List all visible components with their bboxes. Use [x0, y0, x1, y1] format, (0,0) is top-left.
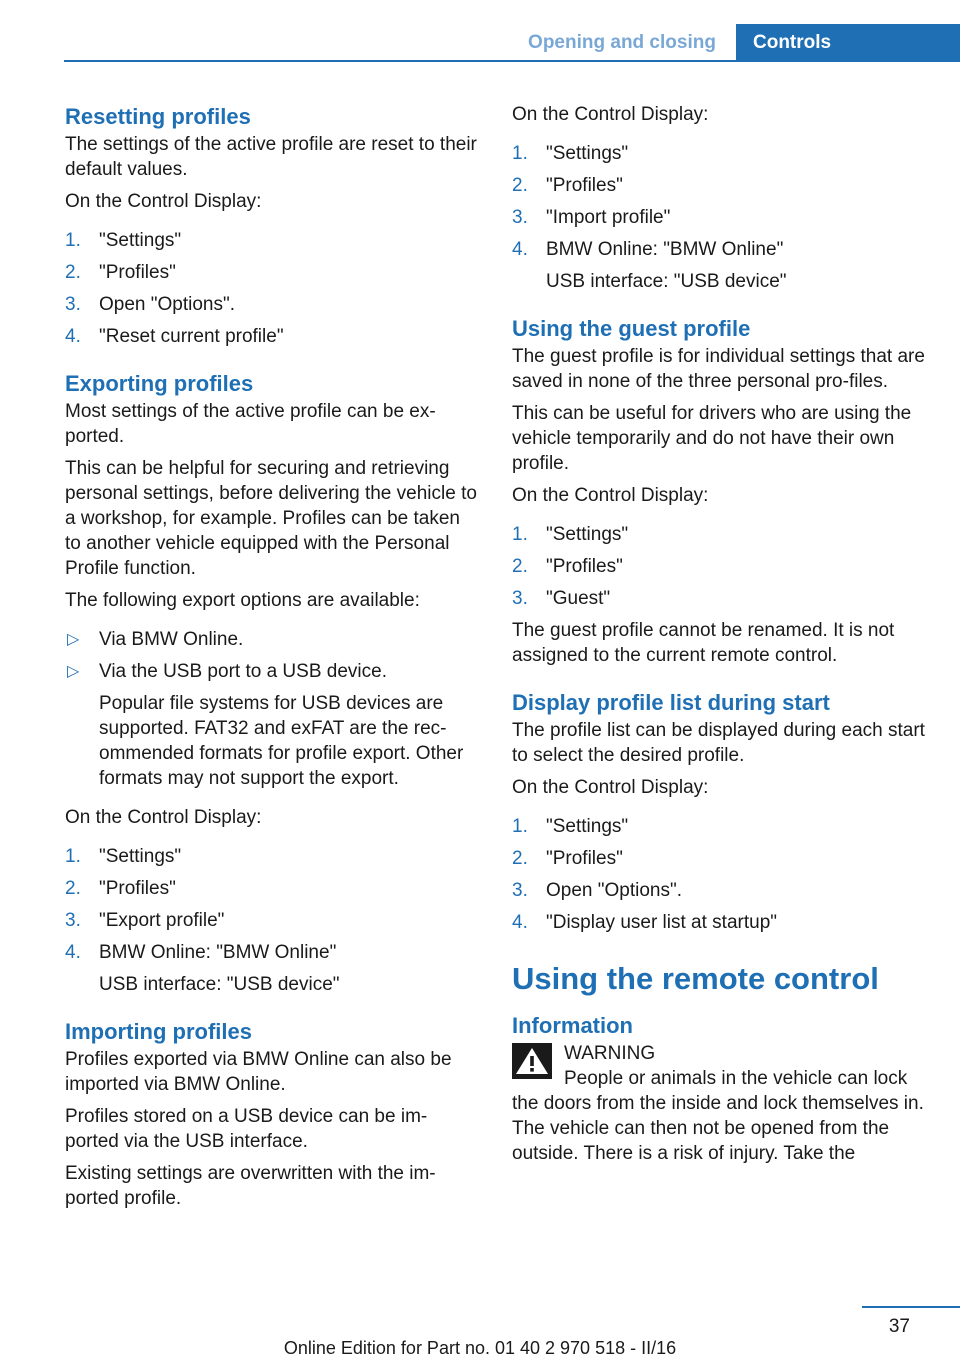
step-number: 3. — [512, 588, 528, 609]
warning-text: the doors from the inside and lock themselves in. The vehicle can then not be opened from the outside. There is a risk of injury. Take the — [512, 1093, 924, 1164]
heading-using-guest-profile: Using the guest profile — [512, 316, 751, 341]
page-header — [0, 24, 960, 62]
step-text: "Settings" — [546, 816, 629, 837]
step-text: "Import profile" — [546, 207, 671, 228]
option-subtext: Popular file systems for USB devices are supported. FAT32 and exFAT are the rec-ommended formats for profile export. Other formats may not support the export. — [99, 693, 464, 789]
step-text: "Settings" — [546, 524, 629, 545]
step-number: 3. — [65, 910, 81, 931]
list-item — [65, 844, 480, 869]
step-text: "Settings" — [99, 230, 182, 251]
step-number: 4. — [65, 942, 81, 963]
paragraph: The following export options are available: — [65, 590, 420, 611]
step-number: 4. — [512, 912, 528, 933]
export-options-list — [65, 627, 480, 791]
step-number: 2. — [512, 175, 528, 196]
list-item — [512, 237, 927, 294]
step-text: BMW Online: "BMW Online" — [546, 239, 784, 260]
step-number: 1. — [65, 230, 81, 251]
warning-label: WARNING — [564, 1043, 656, 1064]
step-number: 4. — [512, 239, 528, 260]
paragraph: On the Control Display: — [65, 191, 262, 212]
export-steps-list — [65, 844, 480, 997]
list-item — [512, 846, 927, 871]
paragraph: Existing settings are overwritten with the im-ported profile. — [65, 1163, 436, 1209]
list-item — [65, 260, 480, 285]
list-item — [512, 141, 927, 166]
list-item — [512, 910, 927, 935]
list-item — [512, 173, 927, 198]
paragraph: Most settings of the active profile can be ex-ported. — [65, 401, 436, 447]
step-number: 2. — [512, 848, 528, 869]
step-text: "Settings" — [546, 143, 629, 164]
option-text: Via BMW Online. — [99, 629, 244, 650]
list-item — [65, 940, 480, 997]
step-text: "Guest" — [546, 588, 611, 609]
heading-using-remote-control: Using the remote control — [512, 961, 879, 996]
step-number: 1. — [65, 846, 81, 867]
heading-resetting-profiles: Resetting profiles — [65, 104, 251, 129]
step-number: 1. — [512, 143, 528, 164]
list-item — [512, 878, 927, 903]
footer-edition-text: Online Edition for Part no. 01 40 2 970 518 - II/16 — [283, 1338, 677, 1358]
paragraph: On the Control Display: — [512, 777, 709, 798]
paragraph: The settings of the active profile are reset to their default values. — [65, 134, 477, 180]
triangle-bullet-icon: ▷ — [67, 663, 80, 680]
step-text: "Reset current profile" — [99, 326, 284, 347]
warning-icon — [512, 1043, 552, 1079]
import-steps-list — [512, 141, 927, 294]
list-item — [65, 659, 480, 791]
list-item — [512, 586, 927, 611]
step-number: 2. — [512, 556, 528, 577]
page-number: 37 — [888, 1316, 910, 1337]
step-number: 3. — [512, 207, 528, 228]
step-number: 1. — [512, 816, 528, 837]
step-text: Open "Options". — [546, 880, 683, 901]
list-item — [65, 292, 480, 317]
paragraph: The guest profile is for individual settings that are saved in none of the three personal pro-files. — [512, 346, 925, 392]
step-text: "Settings" — [99, 846, 182, 867]
paragraph: This can be helpful for securing and retrieving personal settings, before delivering the vehicle to a workshop, for example. Profiles can be taken to another vehicle equipped with the Personal Profile function. — [65, 458, 477, 579]
list-item — [512, 522, 927, 547]
step-text: Open "Options". — [99, 294, 236, 315]
step-text: "Profiles" — [546, 556, 623, 577]
list-item — [65, 908, 480, 933]
step-text: "Profiles" — [99, 262, 176, 283]
heading-importing-profiles: Importing profiles — [65, 1019, 252, 1044]
list-item — [512, 814, 927, 839]
paragraph: This can be useful for drivers who are using the vehicle temporarily and do not have their own profile. — [512, 403, 912, 474]
heading-exporting-profiles: Exporting profiles — [65, 371, 254, 396]
paragraph: Profiles stored on a USB device can be im-ported via the USB interface. — [65, 1106, 428, 1152]
right-column — [512, 102, 927, 1166]
step-number: 1. — [512, 524, 528, 545]
list-item — [512, 554, 927, 579]
step-subtext: USB interface: "USB device" — [546, 271, 787, 292]
list-item — [65, 876, 480, 901]
guest-steps-list — [512, 522, 927, 611]
step-text: "Profiles" — [546, 848, 623, 869]
list-item — [512, 205, 927, 230]
chapter-tab-controls[interactable]: Controls — [736, 24, 960, 62]
paragraph: The profile list can be displayed during each start to select the desired profile. — [512, 720, 925, 766]
paragraph: On the Control Display: — [512, 104, 709, 125]
step-text: "Display user list at startup" — [546, 912, 778, 933]
heading-display-profile-list: Display profile list during start — [512, 690, 830, 715]
triangle-bullet-icon: ▷ — [67, 631, 80, 648]
step-number: 3. — [512, 880, 528, 901]
list-item — [65, 324, 480, 349]
left-column — [65, 102, 480, 1218]
display-list-steps — [512, 814, 927, 935]
reset-steps-list — [65, 228, 480, 349]
paragraph: On the Control Display: — [65, 807, 262, 828]
list-item — [65, 228, 480, 253]
option-text: Via the USB port to a USB device. — [99, 661, 387, 682]
step-text: "Profiles" — [546, 175, 623, 196]
step-text: BMW Online: "BMW Online" — [99, 942, 337, 963]
header-rule — [64, 60, 960, 62]
warning-block — [512, 1041, 927, 1166]
step-number: 3. — [65, 294, 81, 315]
heading-information: Information — [512, 1013, 633, 1038]
footer-rule — [862, 1306, 960, 1308]
step-number: 4. — [65, 326, 81, 347]
step-number: 2. — [65, 262, 81, 283]
step-number: 2. — [65, 878, 81, 899]
step-subtext: USB interface: "USB device" — [99, 974, 340, 995]
paragraph: On the Control Display: — [512, 485, 709, 506]
paragraph: Profiles exported via BMW Online can also be imported via BMW Online. — [65, 1049, 452, 1095]
section-tab-opening-and-closing[interactable]: Opening and closing — [528, 32, 716, 53]
list-item — [65, 627, 480, 652]
step-text: "Profiles" — [99, 878, 176, 899]
paragraph: The guest profile cannot be renamed. It is not assigned to the current remote control. — [512, 620, 895, 666]
warning-first-line: People or animals in the vehicle can lock — [564, 1068, 908, 1089]
step-text: "Export profile" — [99, 910, 225, 931]
